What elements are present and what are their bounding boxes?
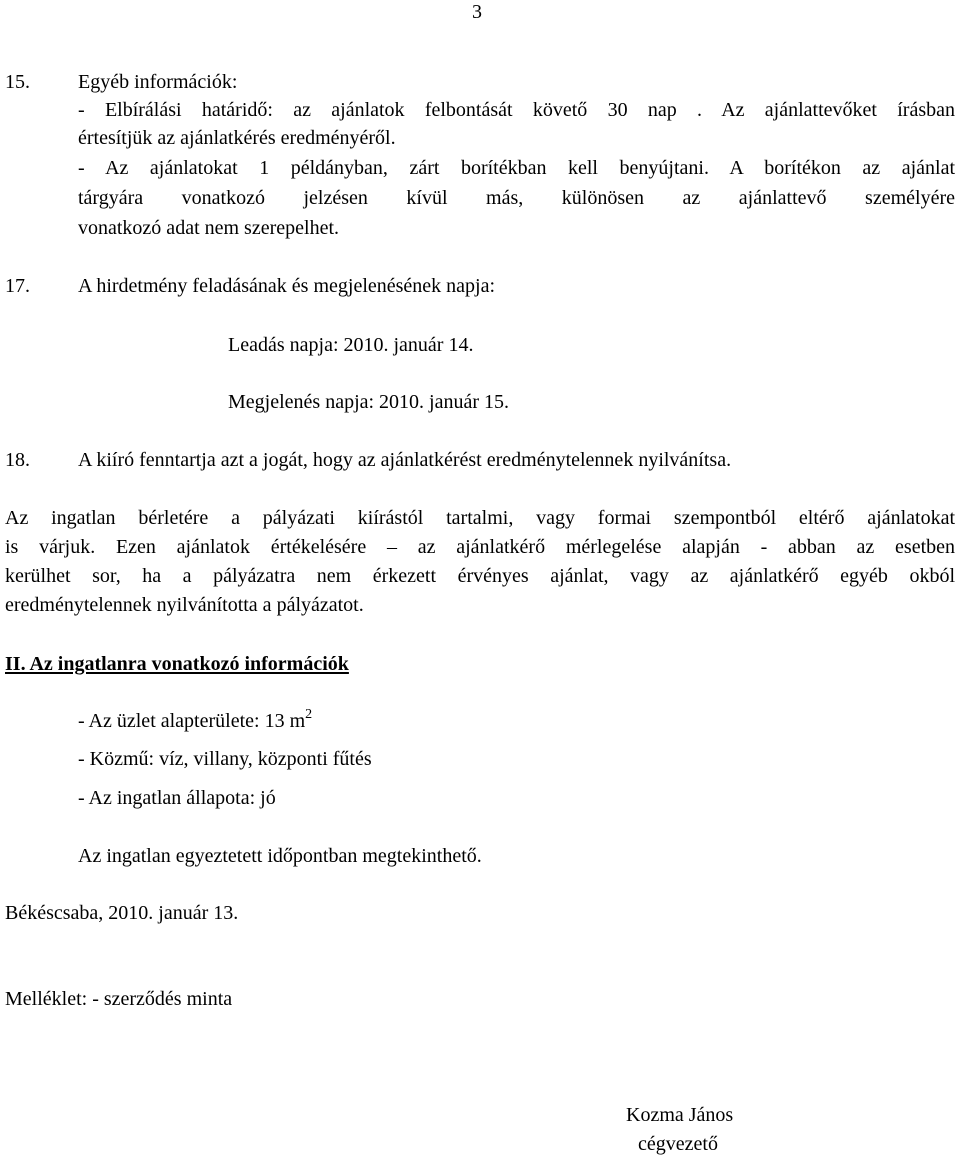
section-15-line-5: vonatkozó adat nem szerepelhet. [78,217,339,239]
section-15-line-1: - Elbírálási határidő: az ajánlatok felbontását követő 30 nap . Az ajánlattevőket írásban [78,99,955,121]
paragraph-line-1: Az ingatlan bérletére a pályázati kiírástól tartalmi, vagy formai szempontból eltérő ajánlatokat [5,507,955,529]
section-2-heading: II. Az ingatlanra vonatkozó információk [5,653,349,675]
section-15-line-3: - Az ajánlatokat 1 példányban, zárt borítékban kell benyújtani. A borítékon az ajánlat [78,157,955,179]
section-17-number: 17. [5,275,30,297]
attachment-note: Melléklet: - szerződés minta [5,988,233,1010]
place-and-date: Békéscsaba, 2010. január 13. [5,902,239,924]
viewing-note: Az ingatlan egyeztetett időpontban megtekinthető. [78,845,482,867]
paragraph-line-4: eredménytelennek nyilvánította a pályázatot. [5,594,364,616]
signature-name: Kozma János [626,1104,734,1126]
section-17-title: A hirdetmény feladásának és megjelenésének napja: [78,275,496,297]
info-item-area [78,707,313,732]
paragraph-line-3: kerülhet sor, ha a pályázatra nem érkezett érvényes ajánlat, vagy az ajánlatkérő egyéb okból [5,565,955,587]
section-18-number: 18. [5,449,30,471]
square-superscript: 2 [305,707,313,722]
section-15-line-4: tárgyára vonatkozó jelzésen kívül más, különösen az ajánlattevő személyére [78,187,955,209]
section-15-title: Egyéb információk: [78,71,238,93]
paragraph-line-2: is várjuk. Ezen ajánlatok értékelésére – az ajánlatkérő mérlegelése alapján - abban az esetben [5,536,955,558]
section-15-number: 15. [5,71,30,93]
signature-title: cégvezető [638,1133,718,1155]
publication-date: Megjelenés napja: 2010. január 15. [228,391,510,413]
section-15-line-2: értesítjük az ajánlatkérés eredményéről. [78,127,396,149]
page-number: 3 [472,1,482,23]
info-item-area-text: - Az üzlet alapterülete: 13 m [78,710,306,732]
info-item-condition: - Az ingatlan állapota: jó [78,787,276,809]
section-18-text: A kiíró fenntartja azt a jogát, hogy az ajánlatkérést eredménytelennek nyilvánítsa. [78,449,732,471]
info-item-utilities: - Közmű: víz, villany, központi fűtés [78,748,372,770]
submission-date: Leadás napja: 2010. január 14. [228,334,474,356]
